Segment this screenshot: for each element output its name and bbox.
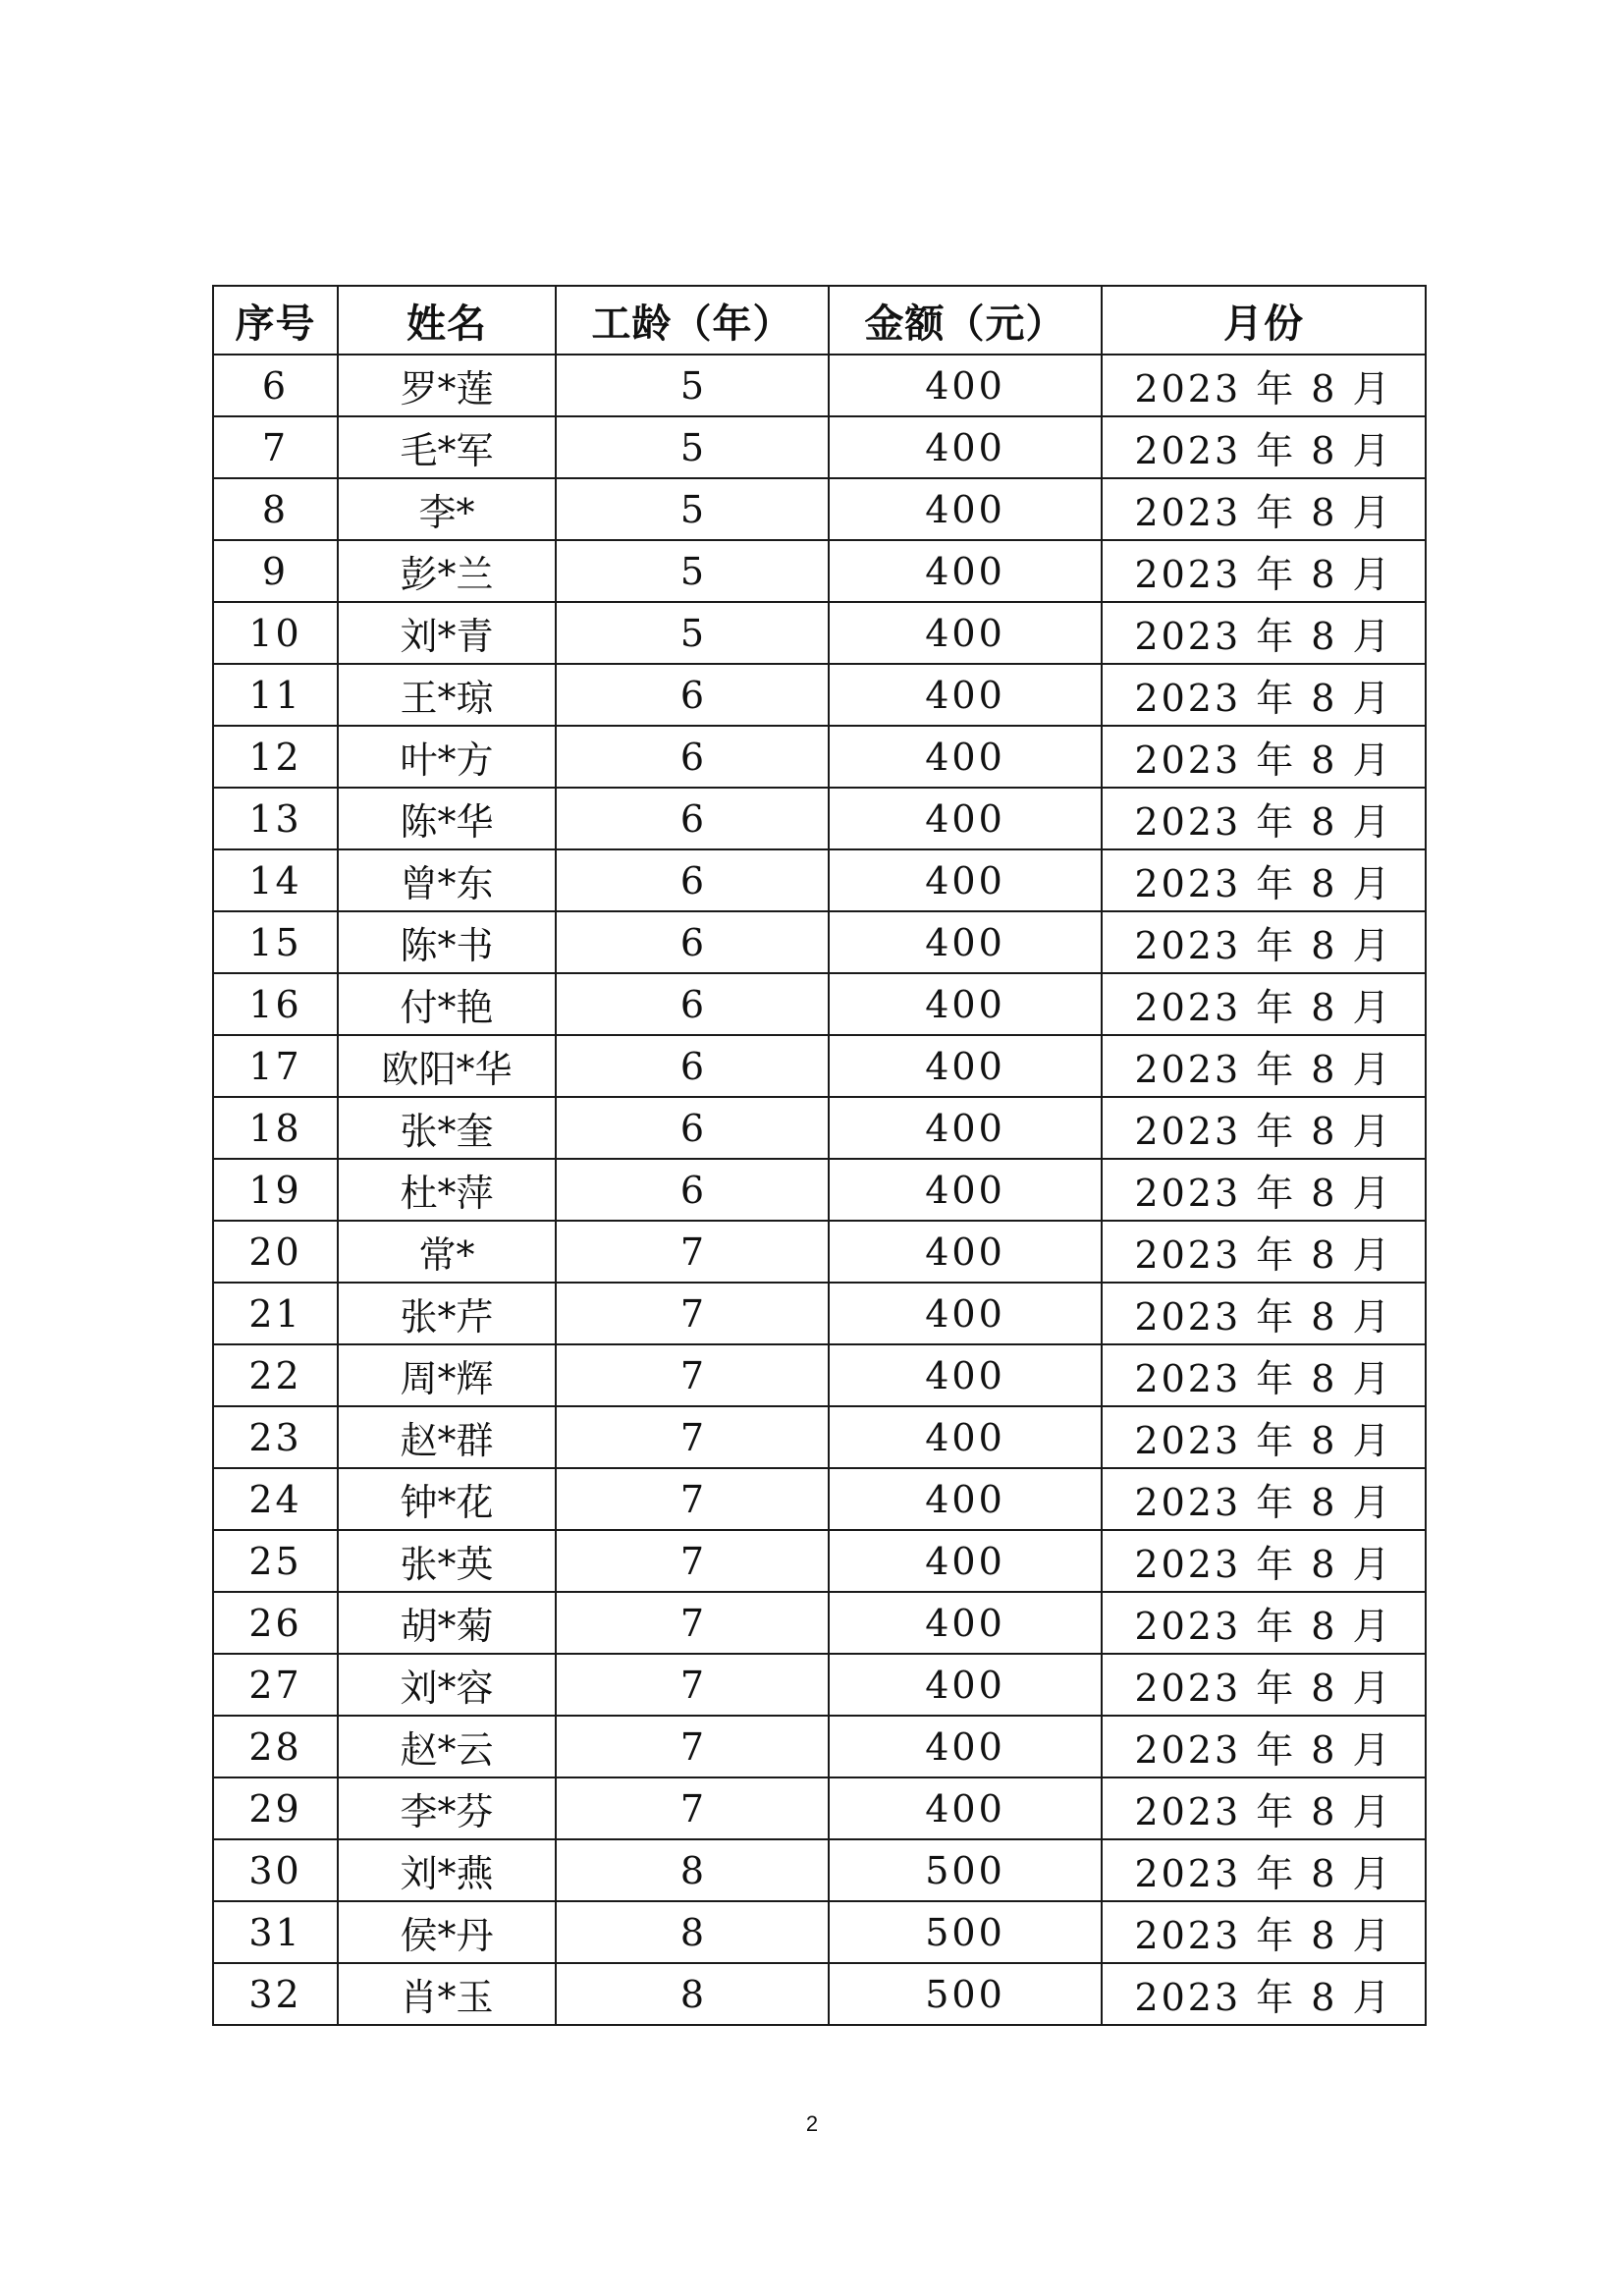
cell-month: 2023 年 8 月	[1102, 664, 1426, 726]
cell-month: 2023 年 8 月	[1102, 1468, 1426, 1530]
header-month: 月份	[1102, 286, 1426, 355]
cell-serial-number: 15	[213, 911, 338, 973]
table-body	[213, 355, 1426, 2025]
cell-serial-number: 29	[213, 1777, 338, 1839]
cell-month: 2023 年 8 月	[1102, 849, 1426, 911]
header-serial-number: 序号	[213, 286, 338, 355]
header-years-of-service: 工龄（年）	[556, 286, 829, 355]
cell-month: 2023 年 8 月	[1102, 540, 1426, 602]
cell-years-of-service: 6	[556, 1097, 829, 1159]
cell-years-of-service: 8	[556, 1839, 829, 1901]
cell-amount: 400	[829, 540, 1102, 602]
table-row	[213, 1159, 1426, 1221]
cell-amount: 400	[829, 664, 1102, 726]
cell-serial-number: 14	[213, 849, 338, 911]
table-row	[213, 1468, 1426, 1530]
table-row	[213, 973, 1426, 1035]
header-row	[213, 286, 1426, 355]
cell-name: 肖*玉	[338, 1963, 556, 2025]
table-row	[213, 1283, 1426, 1344]
cell-name: 陈*华	[338, 788, 556, 849]
cell-serial-number: 6	[213, 355, 338, 416]
cell-amount: 400	[829, 1468, 1102, 1530]
cell-month: 2023 年 8 月	[1102, 1283, 1426, 1344]
cell-amount: 400	[829, 849, 1102, 911]
cell-amount: 400	[829, 973, 1102, 1035]
cell-month: 2023 年 8 月	[1102, 1839, 1426, 1901]
cell-years-of-service: 6	[556, 664, 829, 726]
cell-month: 2023 年 8 月	[1102, 1592, 1426, 1654]
page-number: 2	[805, 2111, 819, 2136]
cell-name: 付*艳	[338, 973, 556, 1035]
cell-amount: 400	[829, 1716, 1102, 1777]
cell-name: 叶*方	[338, 726, 556, 788]
cell-month: 2023 年 8 月	[1102, 1716, 1426, 1777]
cell-years-of-service: 7	[556, 1592, 829, 1654]
cell-amount: 400	[829, 1654, 1102, 1716]
table-row	[213, 1777, 1426, 1839]
table-row	[213, 602, 1426, 664]
cell-serial-number: 31	[213, 1901, 338, 1963]
cell-amount: 400	[829, 1159, 1102, 1221]
cell-month: 2023 年 8 月	[1102, 1344, 1426, 1406]
cell-serial-number: 13	[213, 788, 338, 849]
table-row	[213, 1035, 1426, 1097]
cell-name: 张*奎	[338, 1097, 556, 1159]
cell-month: 2023 年 8 月	[1102, 1406, 1426, 1468]
cell-years-of-service: 8	[556, 1963, 829, 2025]
cell-month: 2023 年 8 月	[1102, 1777, 1426, 1839]
cell-amount: 500	[829, 1963, 1102, 2025]
table-row	[213, 478, 1426, 540]
cell-amount: 500	[829, 1839, 1102, 1901]
table-row	[213, 1406, 1426, 1468]
cell-name: 赵*云	[338, 1716, 556, 1777]
cell-years-of-service: 6	[556, 849, 829, 911]
cell-amount: 400	[829, 355, 1102, 416]
cell-serial-number: 10	[213, 602, 338, 664]
cell-years-of-service: 7	[556, 1406, 829, 1468]
cell-name: 陈*书	[338, 911, 556, 973]
cell-name: 胡*菊	[338, 1592, 556, 1654]
table-row	[213, 1716, 1426, 1777]
cell-amount: 400	[829, 1777, 1102, 1839]
cell-years-of-service: 6	[556, 911, 829, 973]
table-row	[213, 1592, 1426, 1654]
table-row	[213, 1839, 1426, 1901]
cell-month: 2023 年 8 月	[1102, 1963, 1426, 2025]
cell-amount: 400	[829, 478, 1102, 540]
cell-amount: 400	[829, 726, 1102, 788]
cell-years-of-service: 7	[556, 1716, 829, 1777]
cell-serial-number: 25	[213, 1530, 338, 1592]
cell-serial-number: 7	[213, 416, 338, 478]
cell-years-of-service: 5	[556, 355, 829, 416]
cell-years-of-service: 6	[556, 1159, 829, 1221]
cell-month: 2023 年 8 月	[1102, 973, 1426, 1035]
cell-month: 2023 年 8 月	[1102, 478, 1426, 540]
cell-serial-number: 9	[213, 540, 338, 602]
cell-serial-number: 16	[213, 973, 338, 1035]
cell-month: 2023 年 8 月	[1102, 1097, 1426, 1159]
cell-month: 2023 年 8 月	[1102, 416, 1426, 478]
cell-serial-number: 20	[213, 1221, 338, 1283]
cell-years-of-service: 5	[556, 602, 829, 664]
table-row	[213, 1530, 1426, 1592]
cell-serial-number: 8	[213, 478, 338, 540]
cell-serial-number: 18	[213, 1097, 338, 1159]
table-row	[213, 1901, 1426, 1963]
cell-month: 2023 年 8 月	[1102, 1159, 1426, 1221]
table-row	[213, 1097, 1426, 1159]
cell-name: 刘*燕	[338, 1839, 556, 1901]
cell-name: 王*琼	[338, 664, 556, 726]
cell-years-of-service: 8	[556, 1901, 829, 1963]
cell-name: 毛*军	[338, 416, 556, 478]
cell-years-of-service: 7	[556, 1530, 829, 1592]
cell-serial-number: 26	[213, 1592, 338, 1654]
cell-name: 侯*丹	[338, 1901, 556, 1963]
cell-years-of-service: 7	[556, 1221, 829, 1283]
cell-years-of-service: 7	[556, 1654, 829, 1716]
cell-years-of-service: 5	[556, 416, 829, 478]
cell-name: 李*	[338, 478, 556, 540]
table-row	[213, 1654, 1426, 1716]
cell-serial-number: 17	[213, 1035, 338, 1097]
cell-month: 2023 年 8 月	[1102, 355, 1426, 416]
cell-month: 2023 年 8 月	[1102, 1530, 1426, 1592]
table-row	[213, 416, 1426, 478]
cell-serial-number: 19	[213, 1159, 338, 1221]
cell-amount: 400	[829, 788, 1102, 849]
cell-month: 2023 年 8 月	[1102, 726, 1426, 788]
cell-amount: 400	[829, 911, 1102, 973]
cell-years-of-service: 6	[556, 973, 829, 1035]
cell-amount: 500	[829, 1901, 1102, 1963]
cell-name: 李*芬	[338, 1777, 556, 1839]
cell-amount: 400	[829, 1406, 1102, 1468]
cell-amount: 400	[829, 1344, 1102, 1406]
table-row	[213, 1963, 1426, 2025]
cell-years-of-service: 6	[556, 788, 829, 849]
table-row	[213, 911, 1426, 973]
cell-amount: 400	[829, 416, 1102, 478]
cell-amount: 400	[829, 1530, 1102, 1592]
header-amount: 金额（元）	[829, 286, 1102, 355]
table-row	[213, 726, 1426, 788]
cell-serial-number: 22	[213, 1344, 338, 1406]
subsidy-roster-table	[212, 285, 1427, 2026]
cell-name: 赵*群	[338, 1406, 556, 1468]
cell-month: 2023 年 8 月	[1102, 788, 1426, 849]
table-row	[213, 540, 1426, 602]
cell-years-of-service: 5	[556, 540, 829, 602]
cell-serial-number: 27	[213, 1654, 338, 1716]
cell-name: 彭*兰	[338, 540, 556, 602]
cell-serial-number: 23	[213, 1406, 338, 1468]
cell-serial-number: 12	[213, 726, 338, 788]
table-row	[213, 664, 1426, 726]
cell-name: 曾*东	[338, 849, 556, 911]
cell-amount: 400	[829, 1283, 1102, 1344]
cell-name: 张*芹	[338, 1283, 556, 1344]
cell-serial-number: 28	[213, 1716, 338, 1777]
cell-name: 刘*青	[338, 602, 556, 664]
cell-years-of-service: 6	[556, 1035, 829, 1097]
cell-month: 2023 年 8 月	[1102, 1901, 1426, 1963]
cell-name: 周*辉	[338, 1344, 556, 1406]
cell-amount: 400	[829, 602, 1102, 664]
cell-serial-number: 24	[213, 1468, 338, 1530]
cell-amount: 400	[829, 1592, 1102, 1654]
cell-years-of-service: 7	[556, 1283, 829, 1344]
cell-serial-number: 11	[213, 664, 338, 726]
cell-amount: 400	[829, 1097, 1102, 1159]
cell-amount: 400	[829, 1221, 1102, 1283]
cell-month: 2023 年 8 月	[1102, 1654, 1426, 1716]
cell-month: 2023 年 8 月	[1102, 602, 1426, 664]
cell-month: 2023 年 8 月	[1102, 1035, 1426, 1097]
cell-name: 罗*莲	[338, 355, 556, 416]
cell-years-of-service: 5	[556, 478, 829, 540]
cell-name: 欧阳*华	[338, 1035, 556, 1097]
cell-years-of-service: 7	[556, 1344, 829, 1406]
cell-serial-number: 32	[213, 1963, 338, 2025]
cell-years-of-service: 6	[556, 726, 829, 788]
table-row	[213, 1221, 1426, 1283]
cell-month: 2023 年 8 月	[1102, 1221, 1426, 1283]
cell-years-of-service: 7	[556, 1777, 829, 1839]
cell-month: 2023 年 8 月	[1102, 911, 1426, 973]
table-header	[213, 286, 1426, 355]
table-row	[213, 355, 1426, 416]
cell-amount: 400	[829, 1035, 1102, 1097]
cell-name: 常*	[338, 1221, 556, 1283]
header-name: 姓名	[338, 286, 556, 355]
cell-years-of-service: 7	[556, 1468, 829, 1530]
cell-name: 钟*花	[338, 1468, 556, 1530]
cell-serial-number: 30	[213, 1839, 338, 1901]
cell-name: 张*英	[338, 1530, 556, 1592]
cell-name: 杜*萍	[338, 1159, 556, 1221]
cell-name: 刘*容	[338, 1654, 556, 1716]
table-row	[213, 849, 1426, 911]
cell-serial-number: 21	[213, 1283, 338, 1344]
table-row	[213, 1344, 1426, 1406]
table-row	[213, 788, 1426, 849]
